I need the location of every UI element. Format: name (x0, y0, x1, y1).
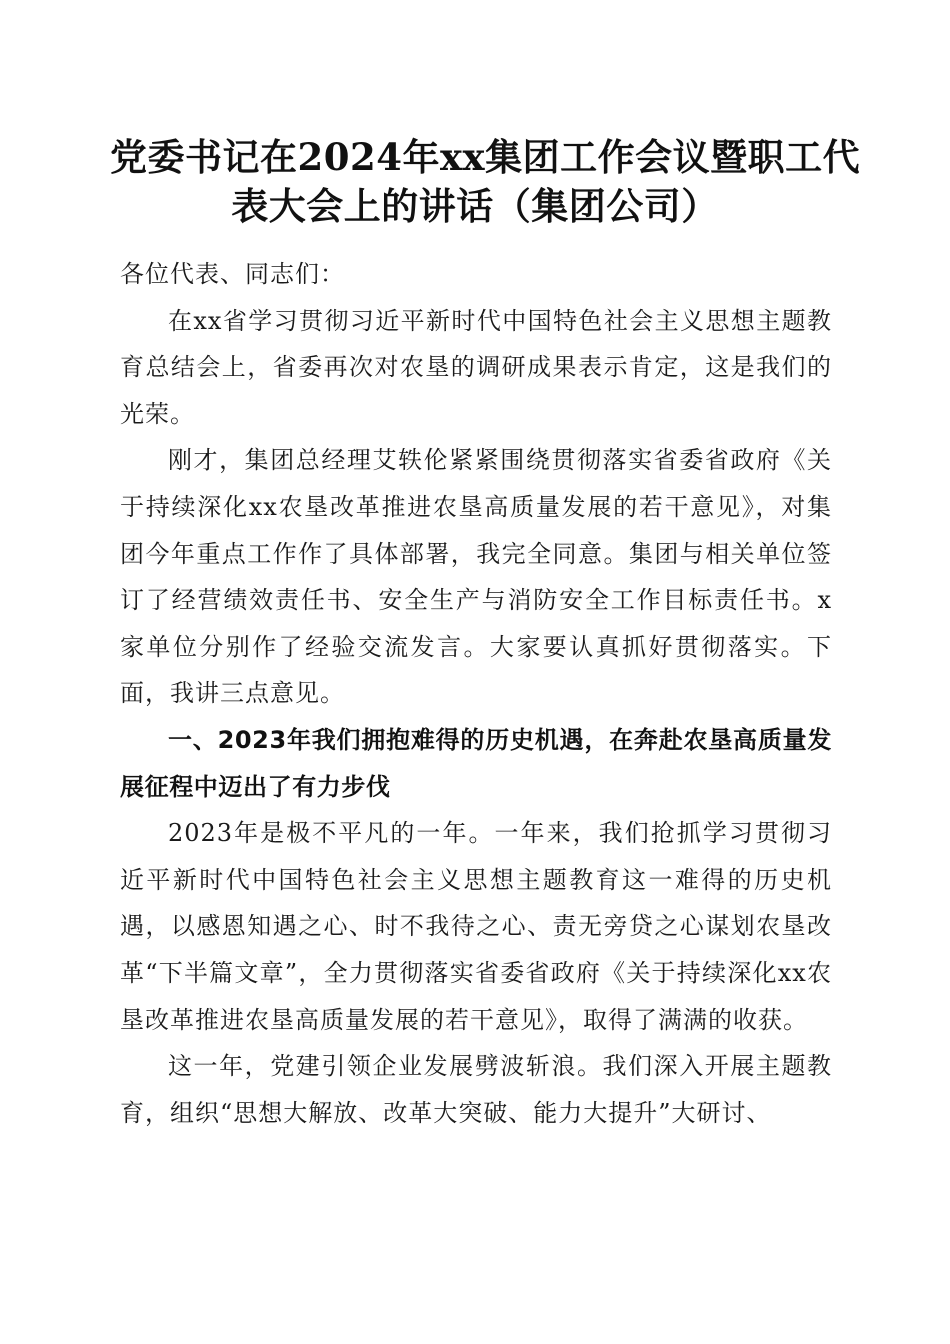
document-title (110, 133, 861, 231)
salutation: 各位代表、同志们： (120, 260, 345, 288)
paragraph: 在xx省学习贯彻习近平新时代中国特色社会主义思想主题教育总结会上，省委再次对农垦的调研成果表示肯定，这是我们的光荣。 (120, 306, 832, 428)
paragraph: 这一年，党建引领企业发展劈波斩浪。我们深入开展主题教育，组织“思想大解放、改革大突破、能力大提升”大研讨、 (120, 1052, 832, 1127)
section-heading: 一、2023年我们拥抱难得的历史机遇，在奔赴农垦高质量发展征程中迈出了有力步伐 (120, 725, 832, 801)
document-body (120, 251, 832, 1136)
paragraph: 2023年是极不平凡的一年。一年来，我们抢抓学习贯彻习近平新时代中国特色社会主义思想主题教育这一难得的历史机遇，以感恩知遇之心、时不我待之心、责无旁贷之心谋划农垦改革“下半篇文章”，全力贯彻落实省委省政府《关于持续深化xx农垦改革推进农垦高质量发展的若干意见》，取得了满满的收获。 (120, 819, 832, 1034)
title-line-1: 党委书记在2024年xx集团工作会议暨职工代 (110, 135, 861, 179)
paragraph: 刚才，集团总经理艾轶伦紧紧围绕贯彻落实省委省政府《关于持续深化xx农垦改革推进农垦高质量发展的若干意见》，对集团今年重点工作作了具体部署，我完全同意。集团与相关单位签订了经营绩效责任书、安全生产与消防安全工作目标责任书。x家单位分别作了经验交流发言。大家要认真抓好贯彻落实。下面，我讲三点意见。 (120, 446, 832, 708)
title-line-2: 表大会上的讲话（集团公司） (231, 184, 719, 228)
